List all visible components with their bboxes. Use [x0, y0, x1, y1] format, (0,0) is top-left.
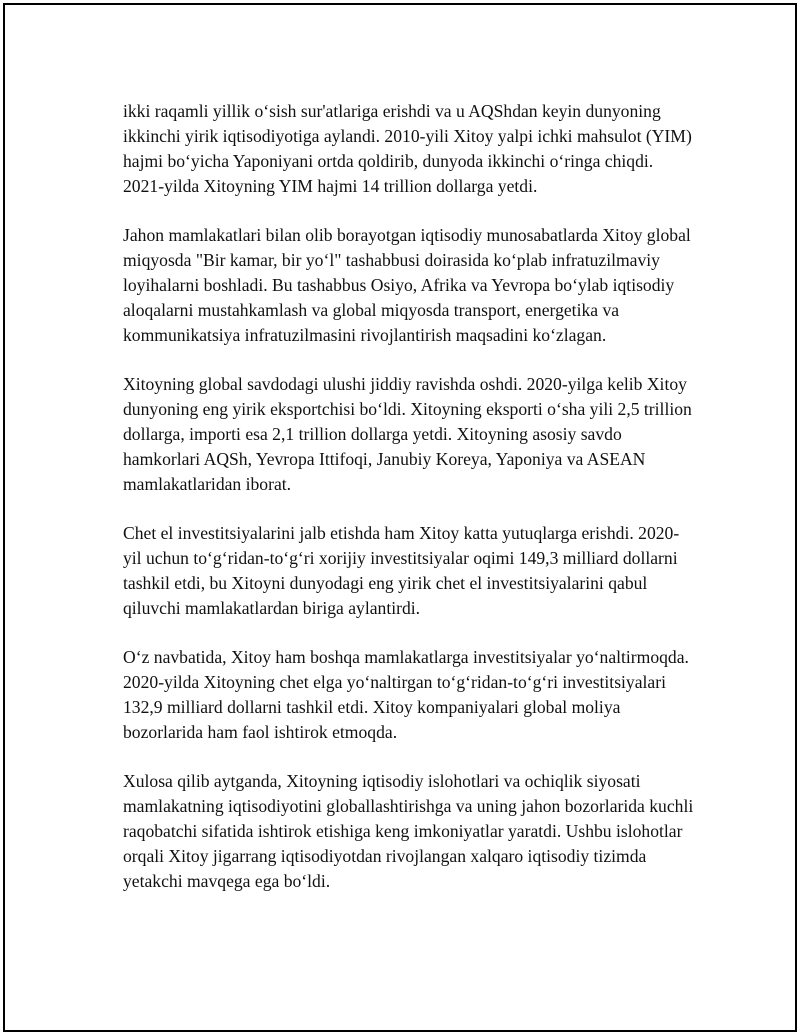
paragraph-growth: ikki raqamli yillik o‘sish sur'atlariga erishdi va u AQShdan keyin dunyoning ikkinchi yirik iqtisodiyotiga aylandi. 2010-yili Xitoy yalpi ichki mahsulot (YIM) hajmi bo‘yicha Yaponiyani ortda qoldirib, dunyoda ikkinchi o‘ringa chiqdi. 2021-yilda Xitoyning YIM hajmi 14 trillion dollarga yetdi. — [123, 101, 692, 196]
paragraph-belt-and-road: Jahon mamlakatlari bilan olib borayotgan iqtisodiy munosabatlarda Xitoy global miqyosda "Bir kamar, bir yo‘l" tashabbusi doirasida ko‘plab infratuzilmaviy loyihalarni boshladi. Bu tashabbus Osiyo, Afrika va Yevropa bo‘ylab iqtisodiy aloqalarni mustahkamlash va global miqyosda transport, energetika va kommunikatsiya infratuzilmasini rivojlantirish maqsadini ko‘zlagan. — [123, 225, 691, 345]
document-body — [123, 99, 695, 918]
page-frame — [3, 3, 797, 1032]
paragraph-conclusion: Xulosa qilib aytganda, Xitoyning iqtisodiy islohotlari va ochiqlik siyosati mamlakatning iqtisodiyotini globallashtirishga va uning jahon bozorlarida kuchli raqobatchi sifatida ishtirok etishiga keng imkoniyatlar yaratdi. Ushbu islohotlar orqali Xitoy jigarrang iqtisodiyotdan rivojlangan xalqaro iqtisodiy tizimda yetakchi mavqega ega bo‘ldi. — [123, 771, 694, 891]
paragraph-foreign-investment: Chet el investitsiyalarini jalb etishda ham Xitoy katta yutuqlarga erishdi. 2020-yil uchun to‘g‘ridan-to‘g‘ri xorijiy investitsiyalar oqimi 149,3 milliard dollarni tashkil etdi, bu Xitoyni dunyodagi eng yirik chet el investitsiyalarini qabul qiluvchi mamlakatlardan biriga aylantirdi. — [123, 523, 680, 618]
paragraph-outbound-investment: O‘z navbatida, Xitoy ham boshqa mamlakatlarga investitsiyalar yo‘naltirmoqda. 2020-yilda Xitoyning chet elga yo‘naltirgan to‘g‘ridan-to‘g‘ri investitsiyalari 132,9 milliard dollarni tashkil etdi. Xitoy kompaniyalari global moliya bozorlarida ham faol ishtirok etmoqda. — [123, 647, 689, 742]
paragraph-global-trade: Xitoyning global savdodagi ulushi jiddiy ravishda oshdi. 2020-yilga kelib Xitoy dunyoning eng yirik eksportchisi bo‘ldi. Xitoyning eksporti o‘sha yili 2,5 trillion dollarga, importi esa 2,1 trillion dollarga yetdi. Xitoyning asosiy savdo hamkorlari AQSh, Yevropa Ittifoqi, Janubiy Koreya, Yaponiya va ASEAN mamlakatlaridan iborat. — [123, 374, 692, 494]
